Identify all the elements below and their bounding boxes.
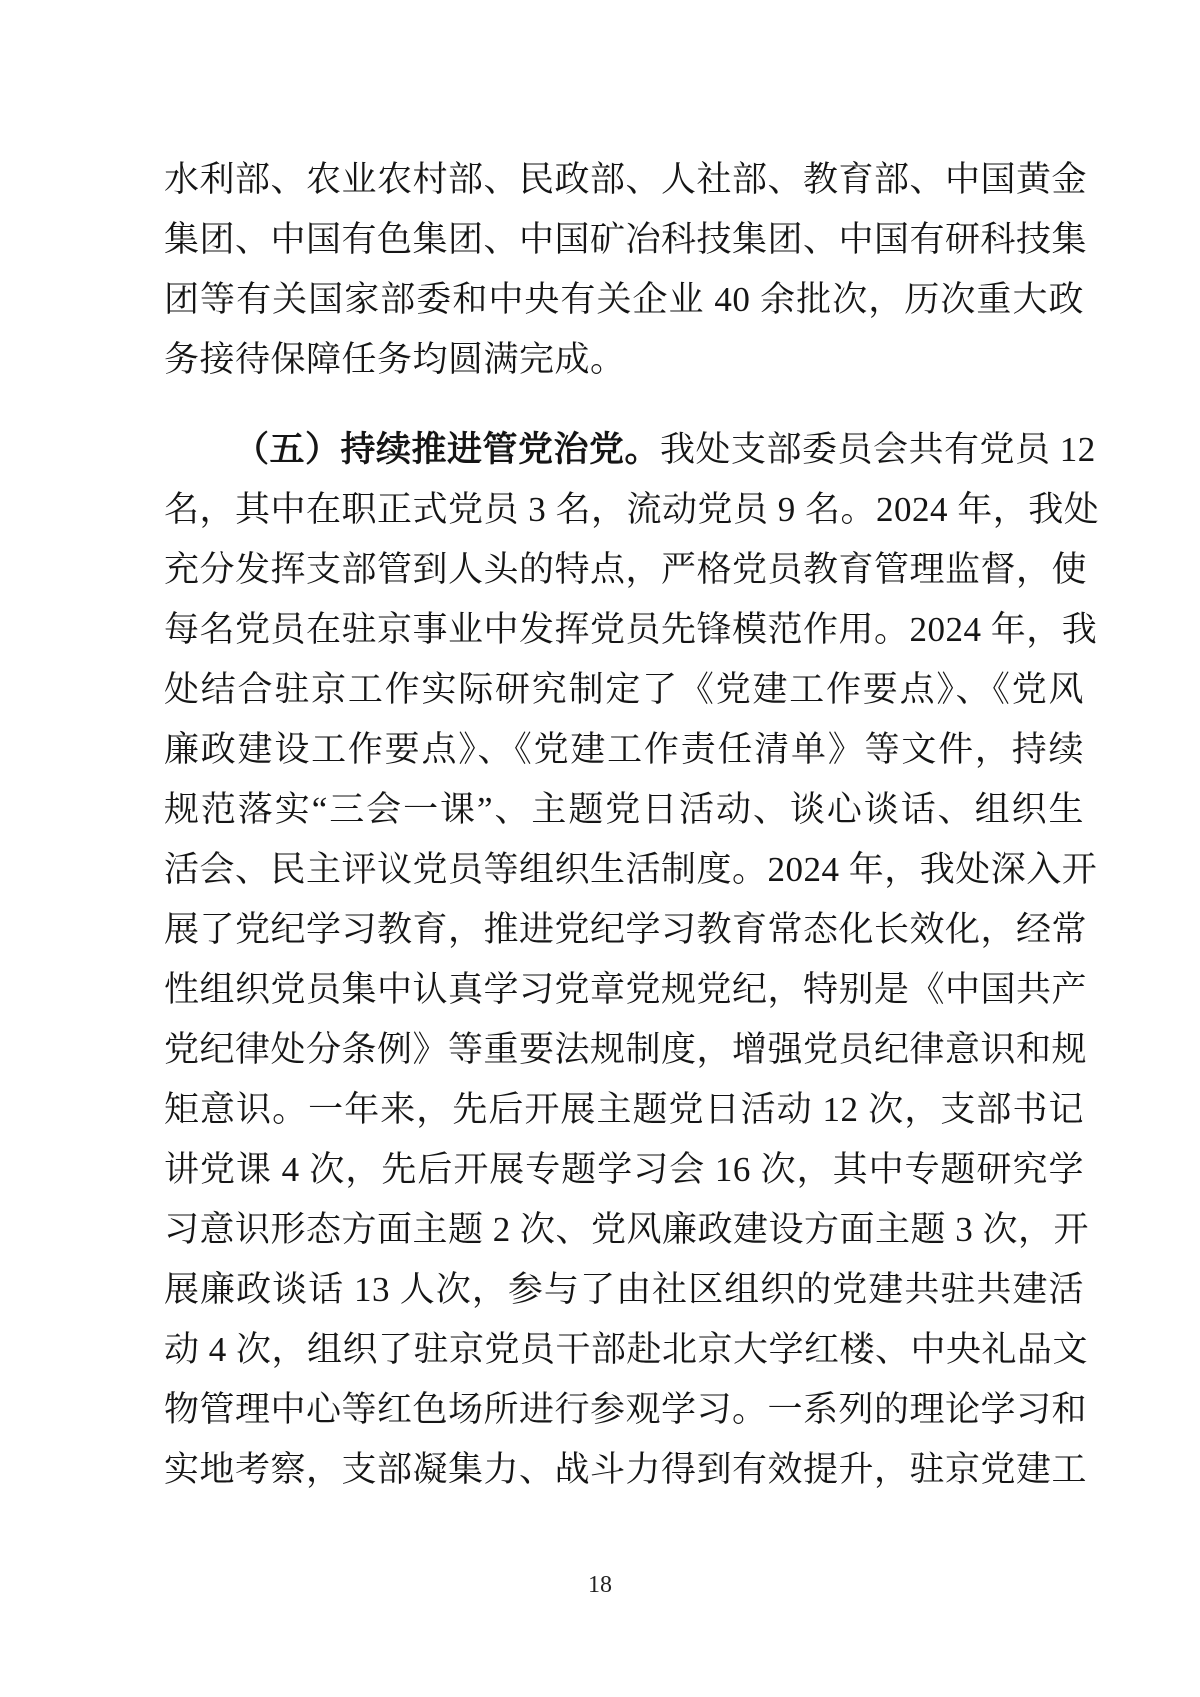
paragraph-ministries-continuation — [164, 150, 1088, 390]
text-line: 每名党员在驻京事业中发挥党员先锋模范作用。2024 年，我 — [164, 610, 1098, 649]
paragraph-party-governance — [164, 420, 1100, 1500]
text-line: 展了党纪学习教育，推进党纪学习教育常态化长效化，经常 — [164, 910, 1088, 949]
text-line: 名，其中在职正式党员 3 名，流动党员 9 名。2024 年，我处 — [164, 490, 1100, 529]
text-line: 物管理中心等红色场所进行参观学习。一系列的理论学习和 — [164, 1390, 1088, 1429]
text-line: 动 4 次，组织了驻京党员干部赴北京大学红楼、中央礼品文 — [164, 1330, 1089, 1369]
text-line: 党纪律处分条例》等重要法规制度，增强党员纪律意识和规 — [164, 1030, 1088, 1069]
text-segment: 我处支部委员会共有党员 12 — [660, 430, 1096, 469]
section-heading: （五）持续推进管党治党。 — [234, 430, 661, 469]
text-line — [164, 420, 1096, 480]
text-line: 集团、中国有色集团、中国矿冶科技集团、中国有研科技集 — [164, 220, 1088, 259]
text-block — [164, 150, 1100, 1500]
text-line: 水利部、农业农村部、民政部、人社部、教育部、中国黄金 — [164, 160, 1088, 199]
text-line: 廉政建设工作要点》、《党建工作责任清单》等文件，持续 — [164, 730, 1084, 769]
text-line: 性组织党员集中认真学习党章党规党纪，特别是《中国共产 — [164, 970, 1088, 1009]
text-line: 规范落实“三会一课”、主题党日活动、谈心谈话、组织生 — [164, 790, 1084, 829]
text-line: 展廉政谈话 13 人次，参与了由社区组织的党建共驻共建活 — [164, 1270, 1084, 1309]
text-line: 务接待保障任务均圆满完成。 — [164, 340, 626, 379]
page-number: 18 — [588, 1572, 612, 1598]
text-line: 习意识形态方面主题 2 次、党风廉政建设方面主题 3 次，开 — [164, 1210, 1090, 1249]
text-line: 实地考察，支部凝集力、战斗力得到有效提升，驻京党建工 — [164, 1450, 1088, 1489]
text-line: 矩意识。一年来，先后开展主题党日活动 12 次，支部书记 — [164, 1090, 1084, 1129]
text-line: 充分发挥支部管到人头的特点，严格党员教育管理监督，使 — [164, 550, 1088, 589]
text-line: 处结合驻京工作实际研究制定了《党建工作要点》、《党风 — [164, 670, 1084, 709]
text-line: 团等有关国家部委和中央有关企业 40 余批次，历次重大政 — [164, 280, 1084, 319]
text-line: 讲党课 4 次，先后开展专题学习会 16 次，其中专题研究学 — [164, 1150, 1084, 1189]
text-line: 活会、民主评议党员等组织生活制度。2024 年，我处深入开 — [164, 850, 1098, 889]
